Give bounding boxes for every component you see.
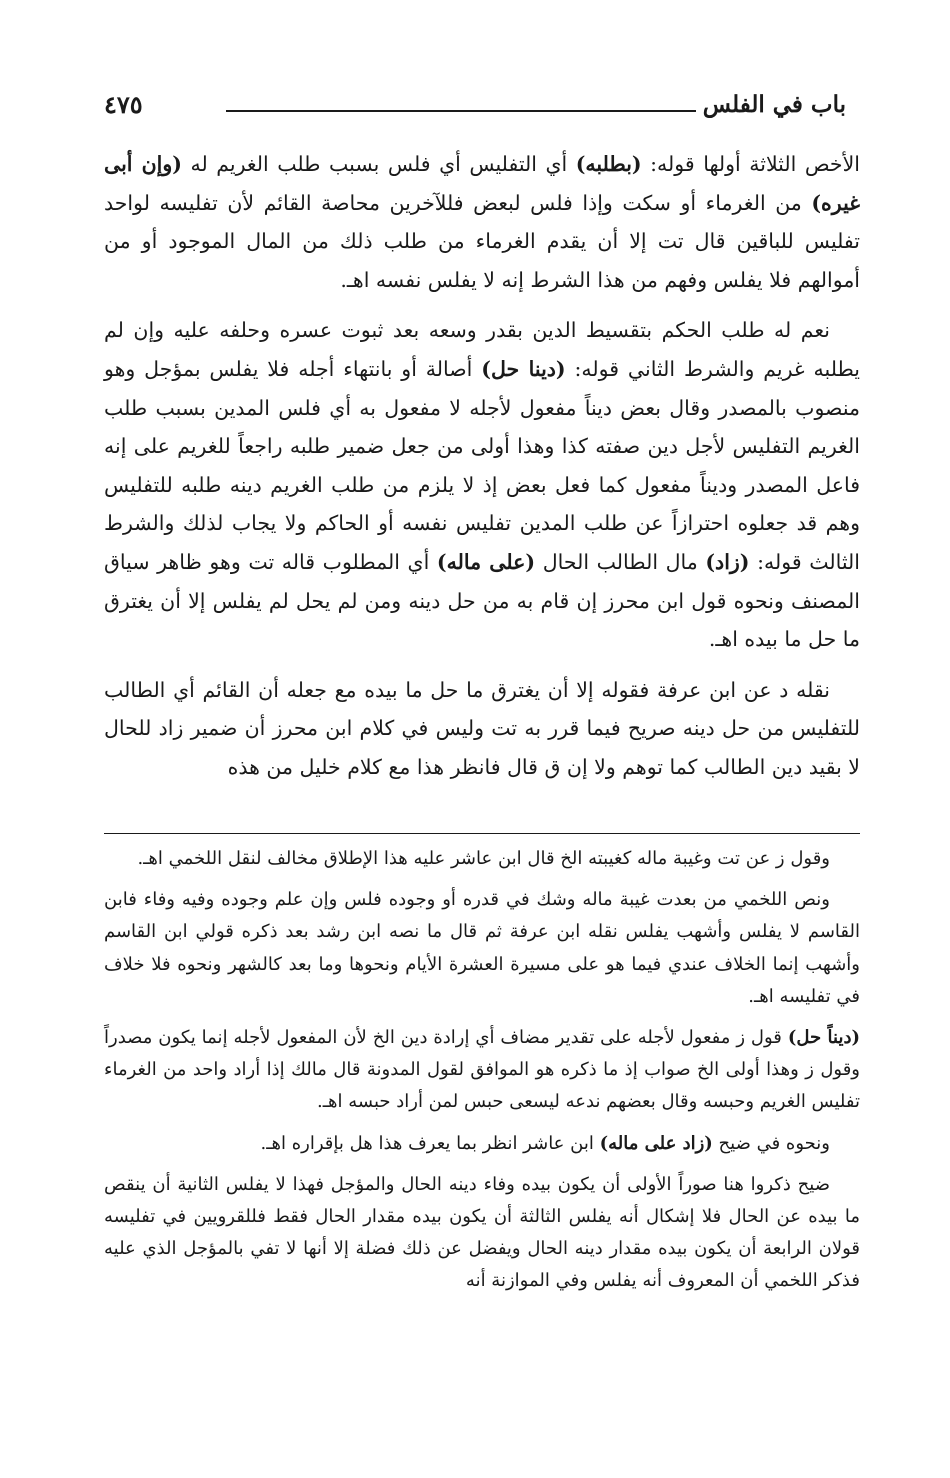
note-paragraph-4: ونحوه في ضيح (زاد على ماله) ابن عاشر انظر بما يعرف هذا هل بإقراره اهـ.: [260, 1132, 830, 1154]
notes-divider: [104, 833, 860, 834]
bold-term: (بطلبه): [575, 152, 642, 176]
note-paragraph-3: (ديناً حل) قول ز مفعول لأجله على تقدير مضاف أي إرادة دين الخ لأن المفعول لأجله إنما يكون مصدراً وقول ز وهذا أولى الخ صواب إذ ما ذكره هو الموافق لقول المدونة قال مالك إذا أراد واحد من الغرماء تفليس الغريم وحبسه وقال بعضهم ندعه ليسعى حبس لمن أراد حبسه اهـ.: [104, 1027, 860, 1113]
note-paragraph-2: ونص اللخمي من بعدت غيبة ماله وشك في قدره أو وجوده فلس وإن علم وجوده وفيه وفاء فابن القاسم لا يفلس وأشهب يفلس نقله ابن عرفة ثم قال ما نصه ابن رشد بعد ذكره قولي ابن القاسم وأشهب إنما الخلاف عندي فيما هو على مسيرة العشرة الأيام ونحوها وما بعد كالشهر ونحوه فلا خلاف في تفليسه اهـ.: [104, 889, 860, 1007]
page-number: ٤٧٥: [104, 90, 143, 119]
bold-term: (زاد على ماله): [599, 1132, 713, 1154]
header-rule: [226, 110, 696, 112]
running-title: باب في الفلس: [702, 91, 846, 118]
main-paragraph-2: نعم له طلب الحكم بتقسيط الدين بقدر وسعه بعد ثبوت عسره وحلفه عليه وإن لم يطلبه غريم والشرط الثاني قوله: (دينا حل) أصالة أو بانتهاء أجله فلا يفلس بمؤجل وهو منصوب بالمصدر وقال بعض ديناً مفعول لأجله لا مفعول به أي فلس المدين بسبب طلب الغريم التفليس لأجل دين صفته كذا وهذا أولى من جعل ضمير طلبه راجعاً للغريم على إنه فاعل المصدر وديناً مفعول كما فعل بعض إذ لا يلزم من طلب الغريم دينه طلبه للتفليس وهم قد جعلوه احترازاً عن طلب المدين تفليس نفسه أو الحاكم ولا يجاب لذلك والشرط الثالث قوله: (زاد) مال الطالب الحال (على ماله) أي المطلوب قاله تت وهو ظاهر سياق المصنف ونحوه قول ابن محرز إن قام به من حل دينه ومن لم يحل لم يفلس إلا أن يغترق ما حل ما بيده اهـ.: [104, 318, 861, 652]
note-paragraph-5: ضيح ذكروا هنا صوراً الأولى أن يكون بيده وفاء دينه الحال والمؤجل فهذا لا يفلس الثانية أن ينقص ما بيده عن الحال فلا إشكال أنه يفلس الثالثة أن يكون بيده مقدار الحال فقط فللقرويين في تفليسه قولان الرابعة أن يكون بيده مقدار دينه الحال ويفضل عن ذلك فضلة إلا أنها لا تفي بالمؤجل الذي عليه فذكر اللخمي أن المعروف أنه يفلس وفي الموازنة أنه: [104, 1173, 860, 1292]
running-header: [104, 88, 846, 128]
main-text: [104, 145, 860, 787]
main-paragraph-3: نقله د عن ابن عرفة فقوله إلا أن يغترق ما حل ما بيده مع جعله أن القائم أي الطالب للتفليس من حل دينه صريح فيما قرر به تت وليس في كلام ابن محرز أن ضمير زاد للحال لا بقيد دين الطالب كما توهم ولا إن ق قال فانظر هذا مع كلام خليل من هذه: [104, 677, 860, 779]
bold-term: (زاد): [705, 549, 750, 574]
bold-term: (ديناً حل): [787, 1027, 860, 1049]
notes-section: [104, 843, 860, 1307]
bold-term: (وإن أبى غيره): [104, 152, 860, 215]
note-paragraph-1: وقول ز عن تت وغيبة ماله كغيبته الخ قال ابن عاشر عليه هذا الإطلاق مخالف لنقل اللخمي اهـ.: [137, 848, 830, 869]
bold-term: (على ماله): [436, 549, 536, 574]
bold-term: (دينا حل): [481, 356, 566, 381]
main-paragraph-1: الأخص الثلاثة أولها قوله: (بطلبه) أي التفليس أي فلس بسبب طلب الغريم له (وإن أبى غيره) من الغرماء أو سكت وإذا فلس لبعض فللآخرين محاصة القائم لأن تفليسه لواحد تفليس للباقين قال تت إلا أن يقدم الغرماء من طلب ذلك من المال الموجود أو من أموالهم فلا يفلس وفهم من هذا الشرط إنه لا يفلس نفسه اهـ.: [104, 152, 860, 292]
